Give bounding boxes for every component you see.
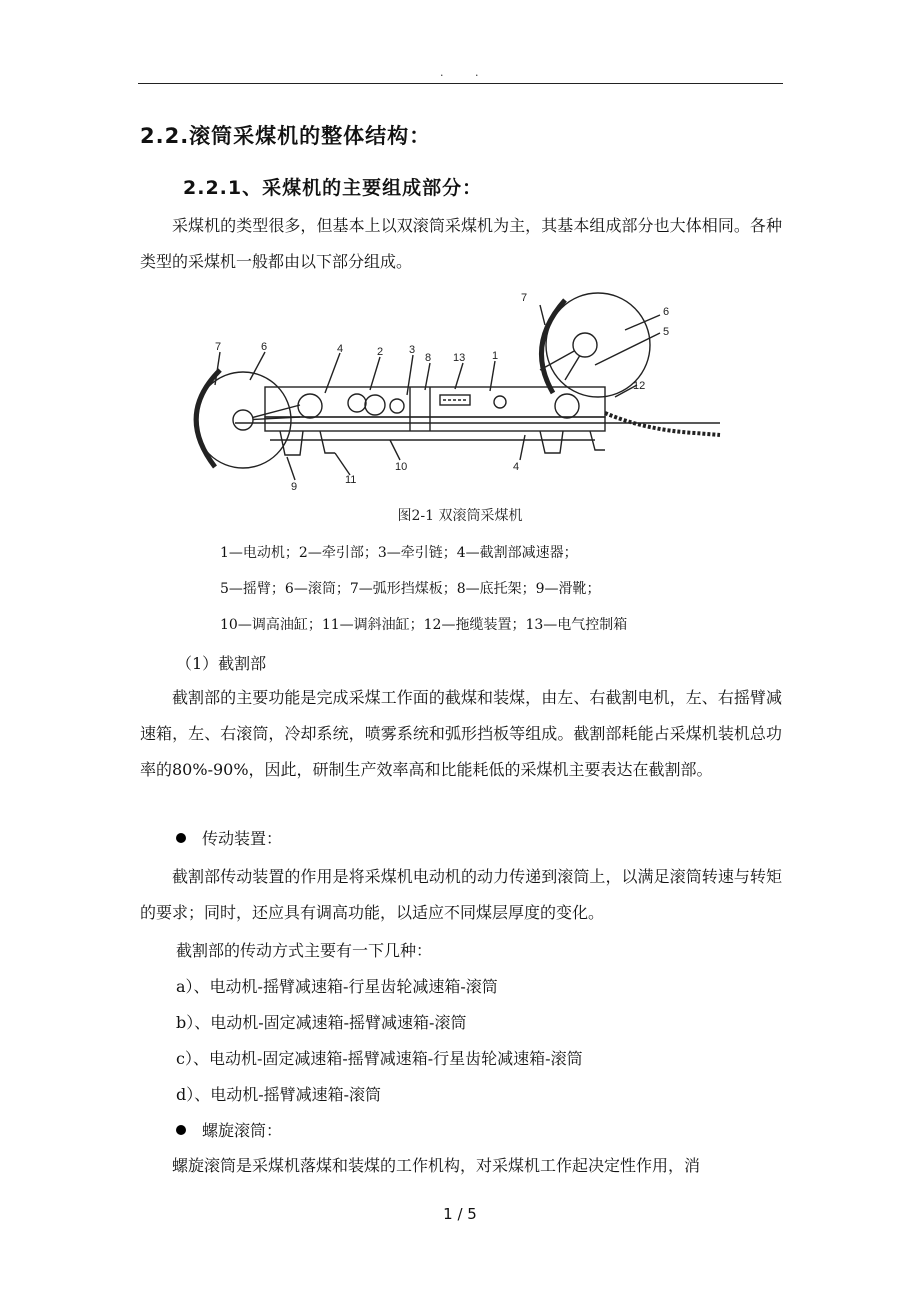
callout-4-bottom: 4 — [513, 461, 520, 473]
subsection-title: 2.2.1、采煤机的主要组成部分： — [183, 177, 483, 199]
callout-12: 12 — [633, 380, 646, 392]
intro-paragraph: 采煤机的类型很多，但基本上以双滚筒采煤机为主，其基本组成部分也大体相同。各种类型的采煤机一般都由以下部分组成。 — [140, 216, 782, 271]
cable-handler — [605, 413, 720, 435]
figure-caption: 图2-1 双滚筒采煤机 — [397, 508, 523, 524]
bullet-transmission — [176, 826, 282, 849]
mode-c: c）、电动机-固定减速箱-摇臂减速箱-行星齿轮减速箱-滚筒 — [176, 1049, 583, 1068]
callout-7-left: 7 — [215, 341, 222, 353]
bullet-transmission-label: 传动装置： — [202, 829, 283, 848]
section-title: 2.2.滚筒采煤机的整体结构： — [140, 124, 432, 148]
callout-6-right: 6 — [663, 306, 670, 318]
bullet-dot-icon — [176, 1125, 186, 1135]
callout-11: 11 — [345, 474, 357, 486]
callout-1: 1 — [492, 350, 499, 362]
callout-8: 8 — [425, 352, 432, 364]
figure-legend-line-1: 1—电动机；2—牵引部；3—牵引链；4—截割部减速器； — [220, 545, 578, 561]
transmission-paragraph: 截割部传动装置的作用是将采煤机电动机的动力传递到滚筒上，以满足滚筒转速与转矩的要求；同时，还应具有调高功能，以适应不同煤层厚度的变化。 — [140, 867, 782, 922]
callout-6-left: 6 — [261, 341, 268, 353]
mode-d: d）、电动机-摇臂减速箱-滚筒 — [176, 1085, 382, 1104]
header-rule — [138, 83, 783, 84]
callout-13: 13 — [453, 352, 466, 364]
right-shield — [541, 300, 565, 393]
bullet-dot-icon — [176, 833, 186, 843]
callout-3: 3 — [409, 344, 416, 356]
callout-4-top: 4 — [337, 343, 344, 355]
callout-10: 10 — [395, 461, 408, 473]
callout-2: 2 — [377, 346, 384, 358]
drum-paragraph: 螺旋滚筒是采煤机落煤和装煤的工作机构，对采煤机工作起决定性作用，消 — [172, 1156, 701, 1175]
modes-intro: 截割部的传动方式主要有一下几种： — [176, 941, 433, 960]
callout-9: 9 — [291, 481, 298, 493]
mode-b: b）、电动机-固定减速箱-摇臂减速箱-滚筒 — [176, 1013, 467, 1032]
bullet-drum-label: 螺旋滚筒： — [202, 1121, 283, 1140]
cutting-paragraph: 截割部的主要功能是完成采煤工作面的截煤和装煤，由左、右截割电机，左、右摇臂减速箱，左、右滚筒，冷却系统，喷雾系统和弧形挡板等组成。截割部耗能占采煤机装机总功率的80%-90%，因此，研制生产效率高和比能耗低的采煤机主要表达在截割部。 — [140, 688, 782, 779]
callout-5: 5 — [663, 326, 670, 338]
page-number: 1 / 5 — [443, 1205, 477, 1223]
header-dots: . . — [440, 66, 493, 79]
figure-legend-line-3: 10—调高油缸；11—调斜油缸；12—拖缆装置；13—电气控制箱 — [220, 617, 628, 633]
callout-7-right: 7 — [521, 292, 528, 304]
figure-legend-line-2: 5—摇臂；6—滚筒；7—弧形挡煤板；8—底托架；9—滑靴； — [220, 581, 601, 597]
mode-a: a）、电动机-摇臂减速箱-行星齿轮减速箱-滚筒 — [176, 977, 498, 996]
shearer-diagram — [175, 285, 735, 500]
cutting-heading: （1）截割部 — [176, 654, 267, 673]
left-shield — [196, 370, 220, 467]
bullet-drum — [176, 1118, 282, 1141]
